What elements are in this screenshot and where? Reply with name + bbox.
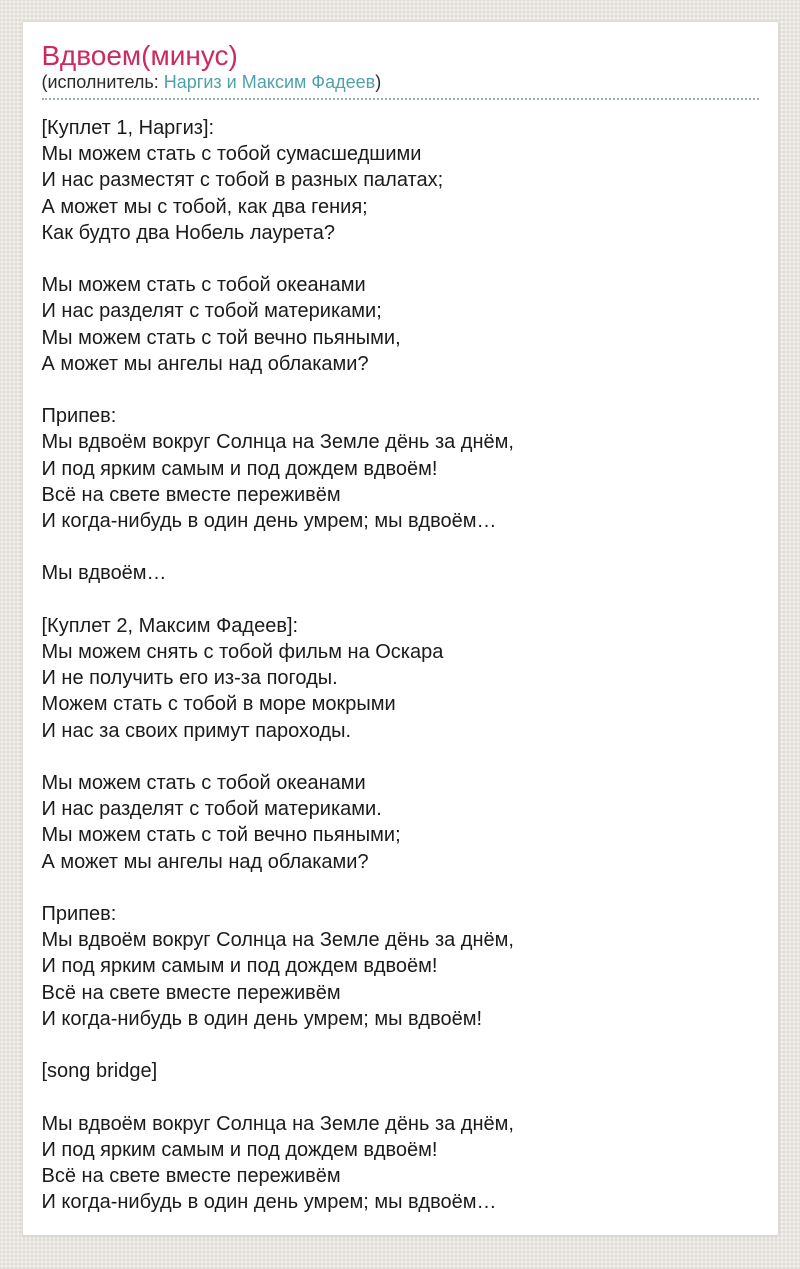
lyric-line: [Куплет 1, Наргиз]: bbox=[41, 117, 215, 139]
artist-link[interactable]: Наргиз и Максим Фадеев bbox=[163, 72, 376, 92]
lyric-line: Мы можем снять с тобой фильм на Оскара bbox=[41, 641, 444, 663]
stanza-chorus-2 bbox=[42, 901, 759, 1032]
lyric-line: А может мы ангелы над облаками? bbox=[41, 352, 369, 375]
lyric-line: Припев: bbox=[41, 903, 117, 925]
lyric-line: А может мы ангелы над облаками? bbox=[41, 850, 369, 873]
stanza-interlude bbox=[42, 560, 759, 586]
stanza-verse-1 bbox=[42, 115, 759, 246]
lyric-line: И под ярким самым и под дождем вдвоём! bbox=[41, 955, 438, 978]
lyric-line: Мы вдвоём… bbox=[41, 562, 167, 585]
lyric-line: И нас разделят с тобой материками. bbox=[41, 798, 382, 821]
lyric-line: Мы можем стать с тобой океанами bbox=[41, 274, 366, 297]
lyric-line: Припев: bbox=[41, 405, 117, 428]
lyric-line: Мы можем стать с той вечно пьяными; bbox=[41, 824, 401, 847]
lyric-line: И нас разместят с тобой в разных палатах; bbox=[41, 169, 444, 192]
stanza-verse-2 bbox=[42, 613, 759, 744]
lyric-line: [song bridge] bbox=[41, 1060, 158, 1083]
lyric-line: И под ярким самым и под дождем вдвоём! bbox=[41, 457, 438, 480]
stanza-bridge-label bbox=[42, 1058, 759, 1084]
song-title: Вдвоем(минус) bbox=[41, 40, 238, 71]
lyric-line: И под ярким самым и под дождем вдвоём! bbox=[41, 1138, 438, 1161]
lyric-line: [Куплет 2, Максим Фадеев]: bbox=[41, 614, 299, 637]
lyric-line: Мы вдвоём вокруг Солнца на Земле дёнь за днём, bbox=[41, 1112, 514, 1135]
lyric-line: Всё на свете вместе переживём bbox=[41, 1165, 341, 1187]
lyric-line: И не получить его из-за погоды. bbox=[41, 667, 338, 690]
lyric-line: Мы вдвоём вокруг Солнца на Земле дёнь за днём, bbox=[41, 431, 514, 454]
stanza-verse-1b bbox=[42, 272, 759, 377]
artist-line bbox=[42, 71, 759, 93]
artist-label: (исполнитель: bbox=[41, 72, 164, 92]
lyric-line: Всё на свете вместе переживём bbox=[41, 483, 341, 506]
lyric-line: И когда-нибудь в один день умрем; мы вдвоём… bbox=[41, 510, 497, 533]
stanza-verse-2b bbox=[42, 770, 759, 875]
lyric-line: Можем стать с тобой в море мокрыми bbox=[41, 693, 396, 716]
lyric-line: И нас за своих примут пароходы. bbox=[41, 719, 352, 742]
lyric-line: Мы можем стать с тобой океанами bbox=[41, 772, 366, 794]
lyrics-text bbox=[42, 115, 759, 1215]
dotted-separator bbox=[42, 98, 759, 100]
lyric-line: Всё на свете вместе переживём bbox=[41, 981, 341, 1004]
artist-line-suffix: ) bbox=[375, 72, 382, 92]
stanza-chorus-1 bbox=[42, 403, 759, 534]
lyric-line: А может мы с тобой, как два гения; bbox=[41, 195, 368, 218]
lyric-line: И нас разделят с тобой материками; bbox=[41, 300, 382, 323]
lyric-line: И когда-нибудь в один день умрем; мы вдвоём… bbox=[41, 1191, 497, 1214]
lyric-line: Как будто два Нобель лаурета? bbox=[41, 221, 335, 244]
lyric-line: Мы вдвоём вокруг Солнца на Земле дёнь за днём, bbox=[41, 929, 514, 952]
lyrics-card bbox=[22, 21, 779, 1236]
lyric-line: И когда-нибудь в один день умрем; мы вдвоём! bbox=[41, 1007, 483, 1030]
lyric-line: Мы можем стать с тобой сумасшедшими bbox=[41, 143, 422, 166]
lyric-line: Мы можем стать с той вечно пьяными, bbox=[41, 326, 401, 349]
stanza-final-chorus bbox=[42, 1111, 759, 1216]
song-header bbox=[42, 41, 759, 100]
